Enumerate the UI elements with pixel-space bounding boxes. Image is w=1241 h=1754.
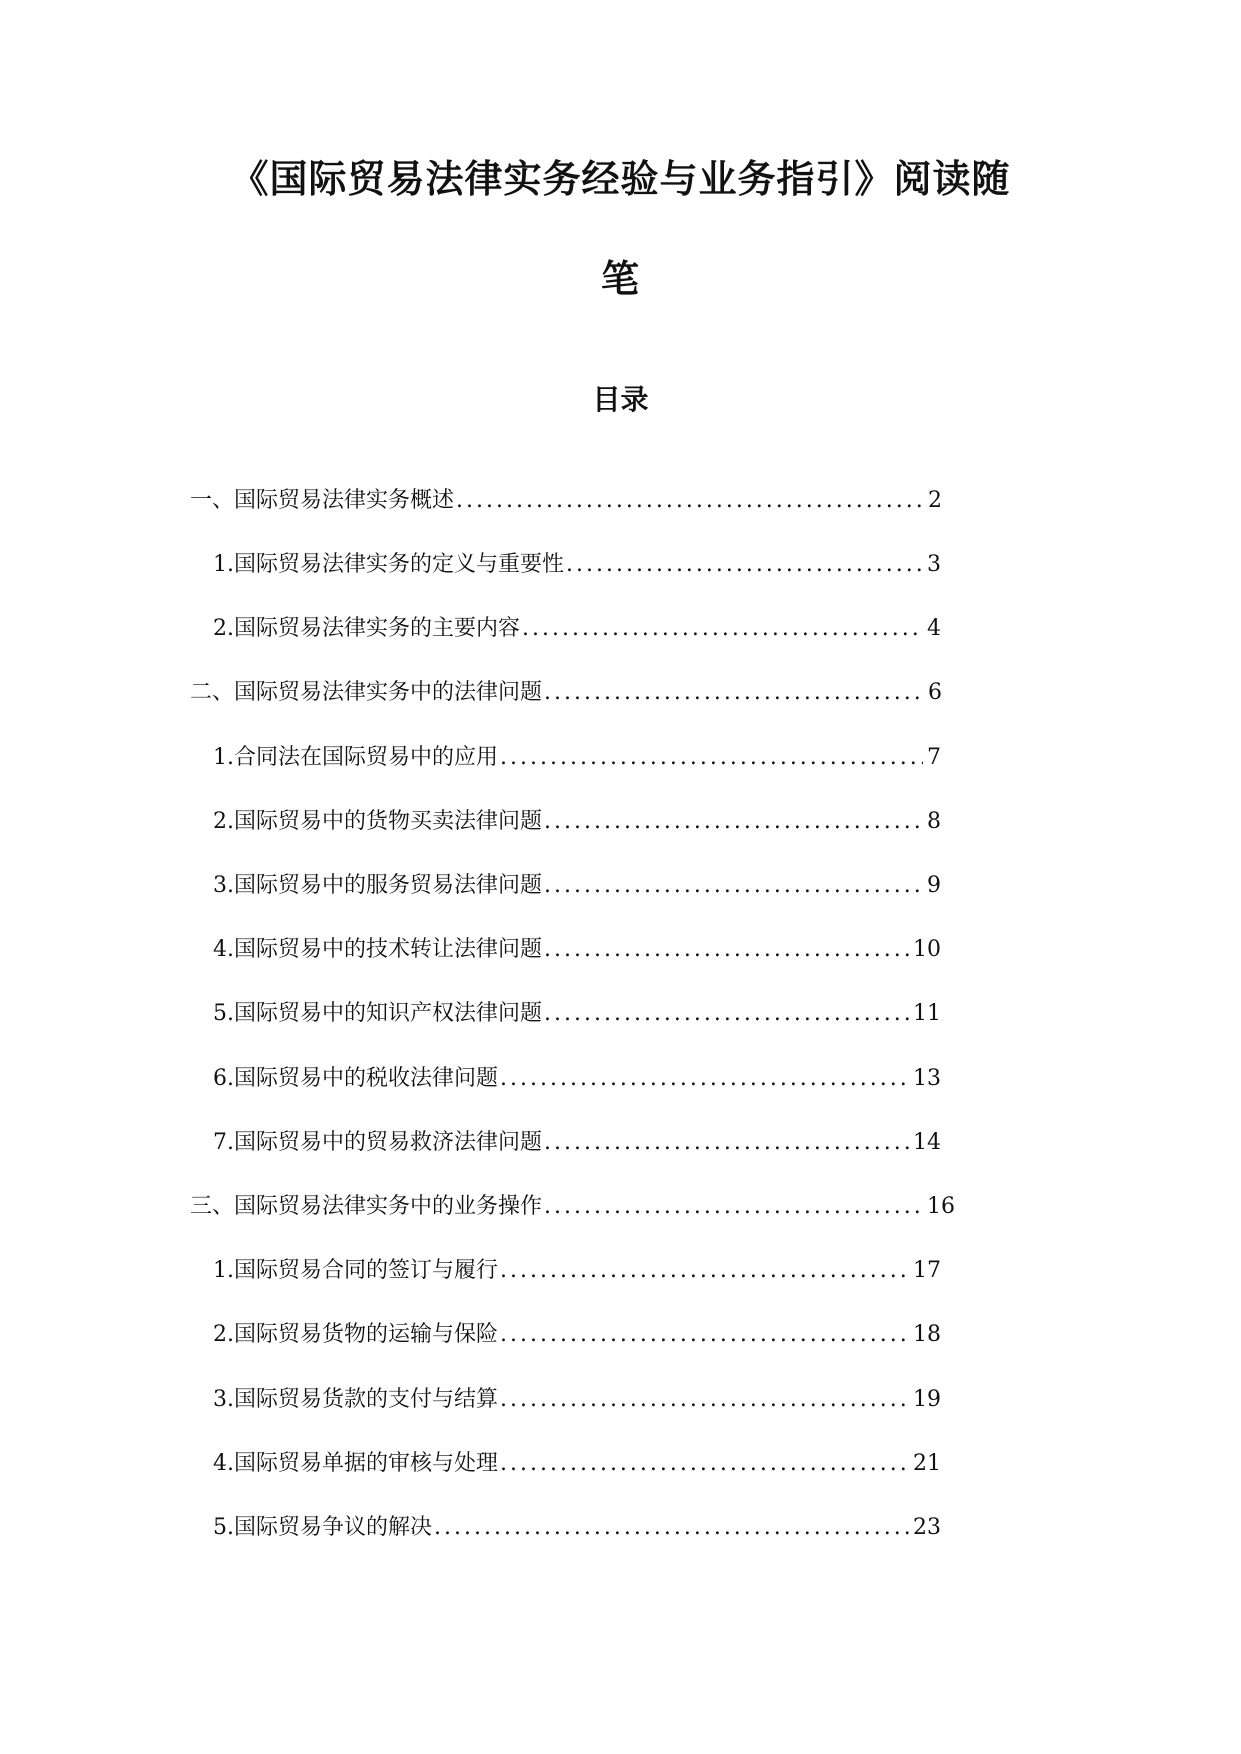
toc-entry-page: 11 xyxy=(913,1001,941,1026)
toc-dot-leader xyxy=(434,1513,909,1543)
toc-dot-leader xyxy=(544,678,924,708)
toc-entry-page: 6 xyxy=(928,680,942,705)
toc-entry-section[interactable] xyxy=(213,1449,941,1479)
toc-entry-chapter-2[interactable] xyxy=(190,678,942,708)
toc-entry-label: 国际贸易合同的签订与履行 xyxy=(234,1258,499,1283)
toc-heading: 目录 xyxy=(592,383,649,416)
toc-entry-page: 10 xyxy=(913,937,941,962)
toc-entry-number: 4. xyxy=(213,1451,234,1476)
toc-entry-section[interactable] xyxy=(213,1513,941,1543)
toc-entry-section[interactable] xyxy=(213,1320,941,1350)
toc-entry-page: 16 xyxy=(927,1194,955,1219)
toc-entry-page: 4 xyxy=(927,616,941,641)
toc-entry-page: 7 xyxy=(927,745,941,770)
toc-dot-leader xyxy=(500,743,923,773)
document-title-line-1: 《国际贸易法律实务经验与业务指引》阅读随 xyxy=(230,157,1011,201)
toc-dot-leader xyxy=(522,614,923,644)
toc-entry-number: 1. xyxy=(213,1258,234,1283)
toc-entry-number: 6. xyxy=(213,1066,234,1091)
toc-entry-label: 国际贸易中的货物买卖法律问题 xyxy=(234,809,543,834)
toc-entry-section[interactable] xyxy=(213,1385,941,1415)
toc-dot-leader xyxy=(566,550,923,580)
toc-entry-section[interactable] xyxy=(213,935,941,965)
toc-dot-leader xyxy=(544,935,909,965)
toc-entry-label: 国际贸易中的服务贸易法律问题 xyxy=(234,873,543,898)
toc-entry-page: 23 xyxy=(913,1515,941,1540)
toc-entry-page: 19 xyxy=(913,1387,941,1412)
toc-entry-label: 国际贸易单据的审核与处理 xyxy=(234,1451,499,1476)
toc-entry-section[interactable] xyxy=(213,1128,941,1158)
toc-entry-label: 三、国际贸易法律实务中的业务操作 xyxy=(190,1194,543,1219)
toc-entry-page: 13 xyxy=(913,1066,941,1091)
toc-entry-label: 国际贸易中的知识产权法律问题 xyxy=(234,1001,543,1026)
toc-dot-leader xyxy=(544,1192,923,1222)
toc-dot-leader xyxy=(544,871,923,901)
toc-entry-number: 3. xyxy=(213,873,234,898)
document-title-line-2: 笔 xyxy=(600,257,640,301)
toc-dot-leader xyxy=(544,999,909,1029)
toc-entry-label: 国际贸易货款的支付与结算 xyxy=(234,1387,499,1412)
toc-dot-leader xyxy=(500,1449,909,1479)
toc-entry-label: 国际贸易货物的运输与保险 xyxy=(234,1322,499,1347)
toc-entry-label: 国际贸易中的技术转让法律问题 xyxy=(234,937,543,962)
toc-entry-number: 2. xyxy=(213,809,234,834)
toc-dot-leader xyxy=(456,486,924,516)
toc-entry-number: 3. xyxy=(213,1387,234,1412)
toc-entry-number: 5. xyxy=(213,1001,234,1026)
toc-entry-page: 9 xyxy=(927,873,941,898)
toc-entry-page: 8 xyxy=(927,809,941,834)
toc-dot-leader xyxy=(500,1385,909,1415)
toc-entry-label: 国际贸易中的贸易救济法律问题 xyxy=(234,1130,543,1155)
toc-entry-number: 1. xyxy=(213,552,234,577)
toc-entry-label: 国际贸易中的税收法律问题 xyxy=(234,1066,499,1091)
toc-entry-label: 一、国际贸易法律实务概述 xyxy=(190,488,455,513)
toc-entry-page: 21 xyxy=(913,1451,941,1476)
toc-dot-leader xyxy=(544,1128,909,1158)
toc-entry-number: 1. xyxy=(213,745,234,770)
toc-dot-leader xyxy=(500,1256,909,1286)
toc-entry-label: 合同法在国际贸易中的应用 xyxy=(234,745,499,770)
toc-entry-section[interactable] xyxy=(213,1064,941,1094)
toc-dot-leader xyxy=(500,1064,909,1094)
toc-dot-leader xyxy=(544,807,923,837)
toc-entry-section[interactable] xyxy=(213,999,941,1029)
toc-entry-page: 2 xyxy=(928,488,942,513)
toc-entry-section[interactable] xyxy=(213,550,941,580)
toc-entry-section[interactable] xyxy=(213,807,941,837)
toc-entry-section[interactable] xyxy=(213,871,941,901)
toc-entry-label: 国际贸易法律实务的主要内容 xyxy=(234,616,521,641)
toc-entry-page: 17 xyxy=(913,1258,941,1283)
toc-entry-label: 国际贸易争议的解决 xyxy=(234,1515,433,1540)
toc-entry-chapter-3[interactable] xyxy=(190,1192,955,1222)
toc-entry-page: 3 xyxy=(927,552,941,577)
toc-entry-section[interactable] xyxy=(213,743,941,773)
toc-entry-label: 国际贸易法律实务的定义与重要性 xyxy=(234,552,565,577)
toc-dot-leader xyxy=(500,1320,909,1350)
toc-entry-chapter-1[interactable] xyxy=(190,486,942,516)
toc-entry-page: 14 xyxy=(913,1130,941,1155)
toc-entry-section[interactable] xyxy=(213,1256,941,1286)
toc-entry-page: 18 xyxy=(913,1322,941,1347)
toc-entry-section[interactable] xyxy=(213,614,941,644)
toc-entry-number: 7. xyxy=(213,1130,234,1155)
toc-entry-number: 2. xyxy=(213,616,234,641)
toc-entry-number: 2. xyxy=(213,1322,234,1347)
toc-entry-number: 4. xyxy=(213,937,234,962)
toc-entry-number: 5. xyxy=(213,1515,234,1540)
toc-entry-label: 二、国际贸易法律实务中的法律问题 xyxy=(190,680,543,705)
